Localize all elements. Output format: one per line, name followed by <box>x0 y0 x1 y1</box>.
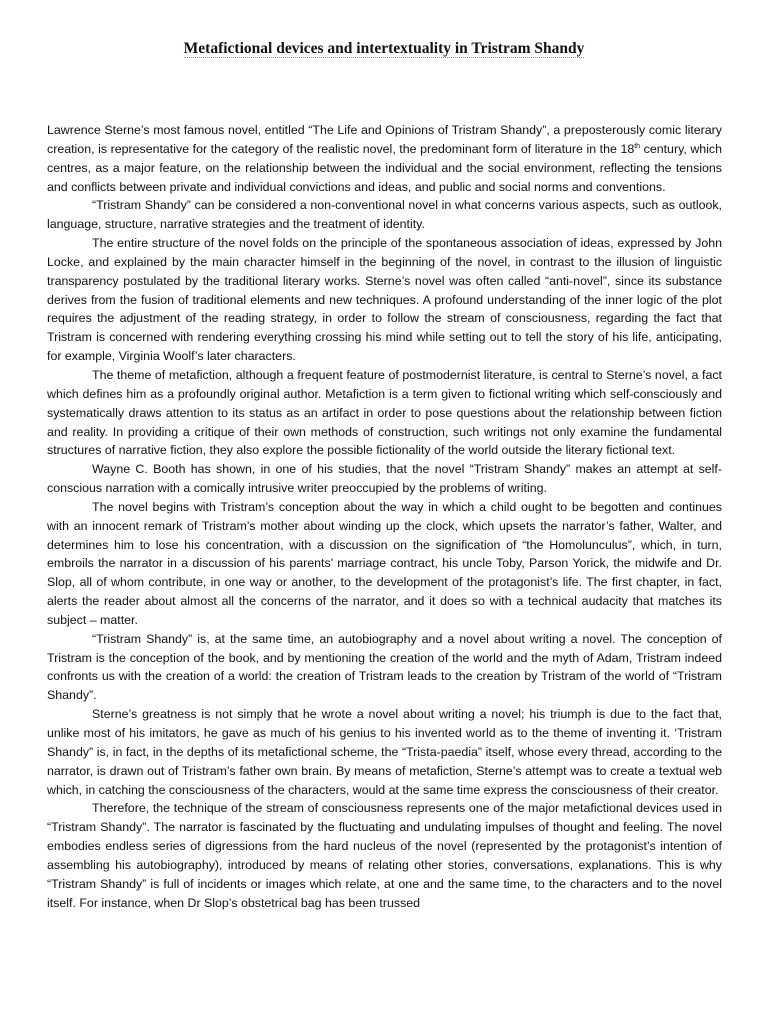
document-body <box>47 121 722 912</box>
paragraph-8: Sterne’s greatness is not simply that he wrote a novel about writing a novel; his triumph is due to the fact that, unlike most of his imitators, he gave as much of his genius to his invented world as to the theme of inventing it. ‘Tristram Shandy” is, in fact, in the depths of its metafictional scheme, the “Trista-paedia” itself, whose every thread, according to the narrator, is drawn out of Tristram’s father own brain. By means of metafiction, Sterne’s attempt was to create a textual web which, in catching the consciousness of the characters, would at the same time express the consciousness of their creator. <box>47 707 722 797</box>
paragraph-1-text-a: Lawrence Sterne’s most famous novel, entitled “The Life and Opinions of Tristram Shandy”, a preposterously comic literary creation, is representative for the category of the realistic novel, the predominant form of literature in the 18 <box>47 123 722 156</box>
paragraph-6: The novel begins with Tristram’s conception about the way in which a child ought to be begotten and continues with an innocent remark of Tristram’s mother about winding up the clock, which upsets the narrator’s father, Walter, and determines him to lose his concentration, with a discussion on the signification of “the Homolunculus”, which, in turn, embroils the narrator in a discussion of his parents’ marriage contract, his uncle Toby, Parson Yorick, the midwife and Dr. Slop, all of whom contribute, in one way or another, to the development of the protagonist’s life. The first chapter, in fact, alerts the reader about almost all the concerns of the narrator, and it does so with a technical audacity that matches its subject – matter. <box>47 499 722 627</box>
paragraph-7: “Tristram Shandy” is, at the same time, an autobiography and a novel about writing a novel. The conception of Tristram is the conception of the book, and by mentioning the creation of the world and the myth of Adam, Tristram indeed confronts us with the creation of a world: the creation of Tristram leads to the creation by Tristram of the world of “Tristram Shandy”. <box>47 631 722 703</box>
paragraph-2: “Tristram Shandy” can be considered a non-conventional novel in what concerns various aspects, such as outlook, language, structure, narrative strategies and the treatment of identity. <box>47 198 722 232</box>
paragraph-1 <box>47 121 722 196</box>
ordinal-superscript: th <box>634 142 641 150</box>
document-title <box>0 40 768 58</box>
paragraph-3: The entire structure of the novel folds on the principle of the spontaneous association of ideas, expressed by John Locke, and explained by the main character himself in the beginning of the novel, in contrast to the illusion of linguistic transparency postulated by the traditional literary works. Sterne’s novel was often called “anti-novel”, since its substance derives from the fusion of traditional elements and new techniques. A profound understanding of the inner logic of the plot requires the adjustment of the reading strategy, in order to follow the stream of consciousness, regarding the fact that Tristram is concerned with rendering everything crossing his mind while setting out to tell the story of his life, anticipating, for example, Virginia Woolf’s later characters. <box>47 236 722 364</box>
title-text: Metafictional devices and intertextuality in Tristram Shandy <box>183 40 585 57</box>
paragraph-5: Wayne C. Booth has shown, in one of his studies, that the novel “Tristram Shandy” makes an attempt at self-conscious narration with a comically intrusive writer preoccupied by the problems of writing. <box>47 462 722 496</box>
paragraph-4: The theme of metafiction, although a frequent feature of postmodernist literature, is central to Sterne’s novel, a fact which defines him as a profoundly original author. Metafiction is a term given to fictional writing which self-consciously and systematically draws attention to its status as an artifact in order to pose questions about the relationship between fiction and reality. In providing a critique of their own methods of construction, such writings not only examine the fundamental structures of narrative fiction, they also explore the possible fictionality of the world outside the literary fictional text. <box>47 367 722 458</box>
paragraph-1-text-b: century, which centres, as a major feature, on the relationship between the individual and the social environment, reflecting the tensions and conflicts between private and individual convictions and ideas, and public and social norms and conventions. <box>47 141 723 194</box>
paragraph-9: Therefore, the technique of the stream of consciousness represents one of the major metafictional devices used in “Tristram Shandy”. The narrator is fascinated by the fluctuating and undulating impulses of thought and feeling. The novel embodies endless series of digressions from the hard nucleus of the novel (represented by the protagonist’s intention of assembling his autobiography), introduced by means of relating other stories, conversations, explanations. This is why “Tristram Shandy” is full of incidents or images which relate, at one and the same time, to the characters and to the novel itself. For instance, when Dr Slop’s obstetrical bag has been trussed <box>47 801 722 910</box>
